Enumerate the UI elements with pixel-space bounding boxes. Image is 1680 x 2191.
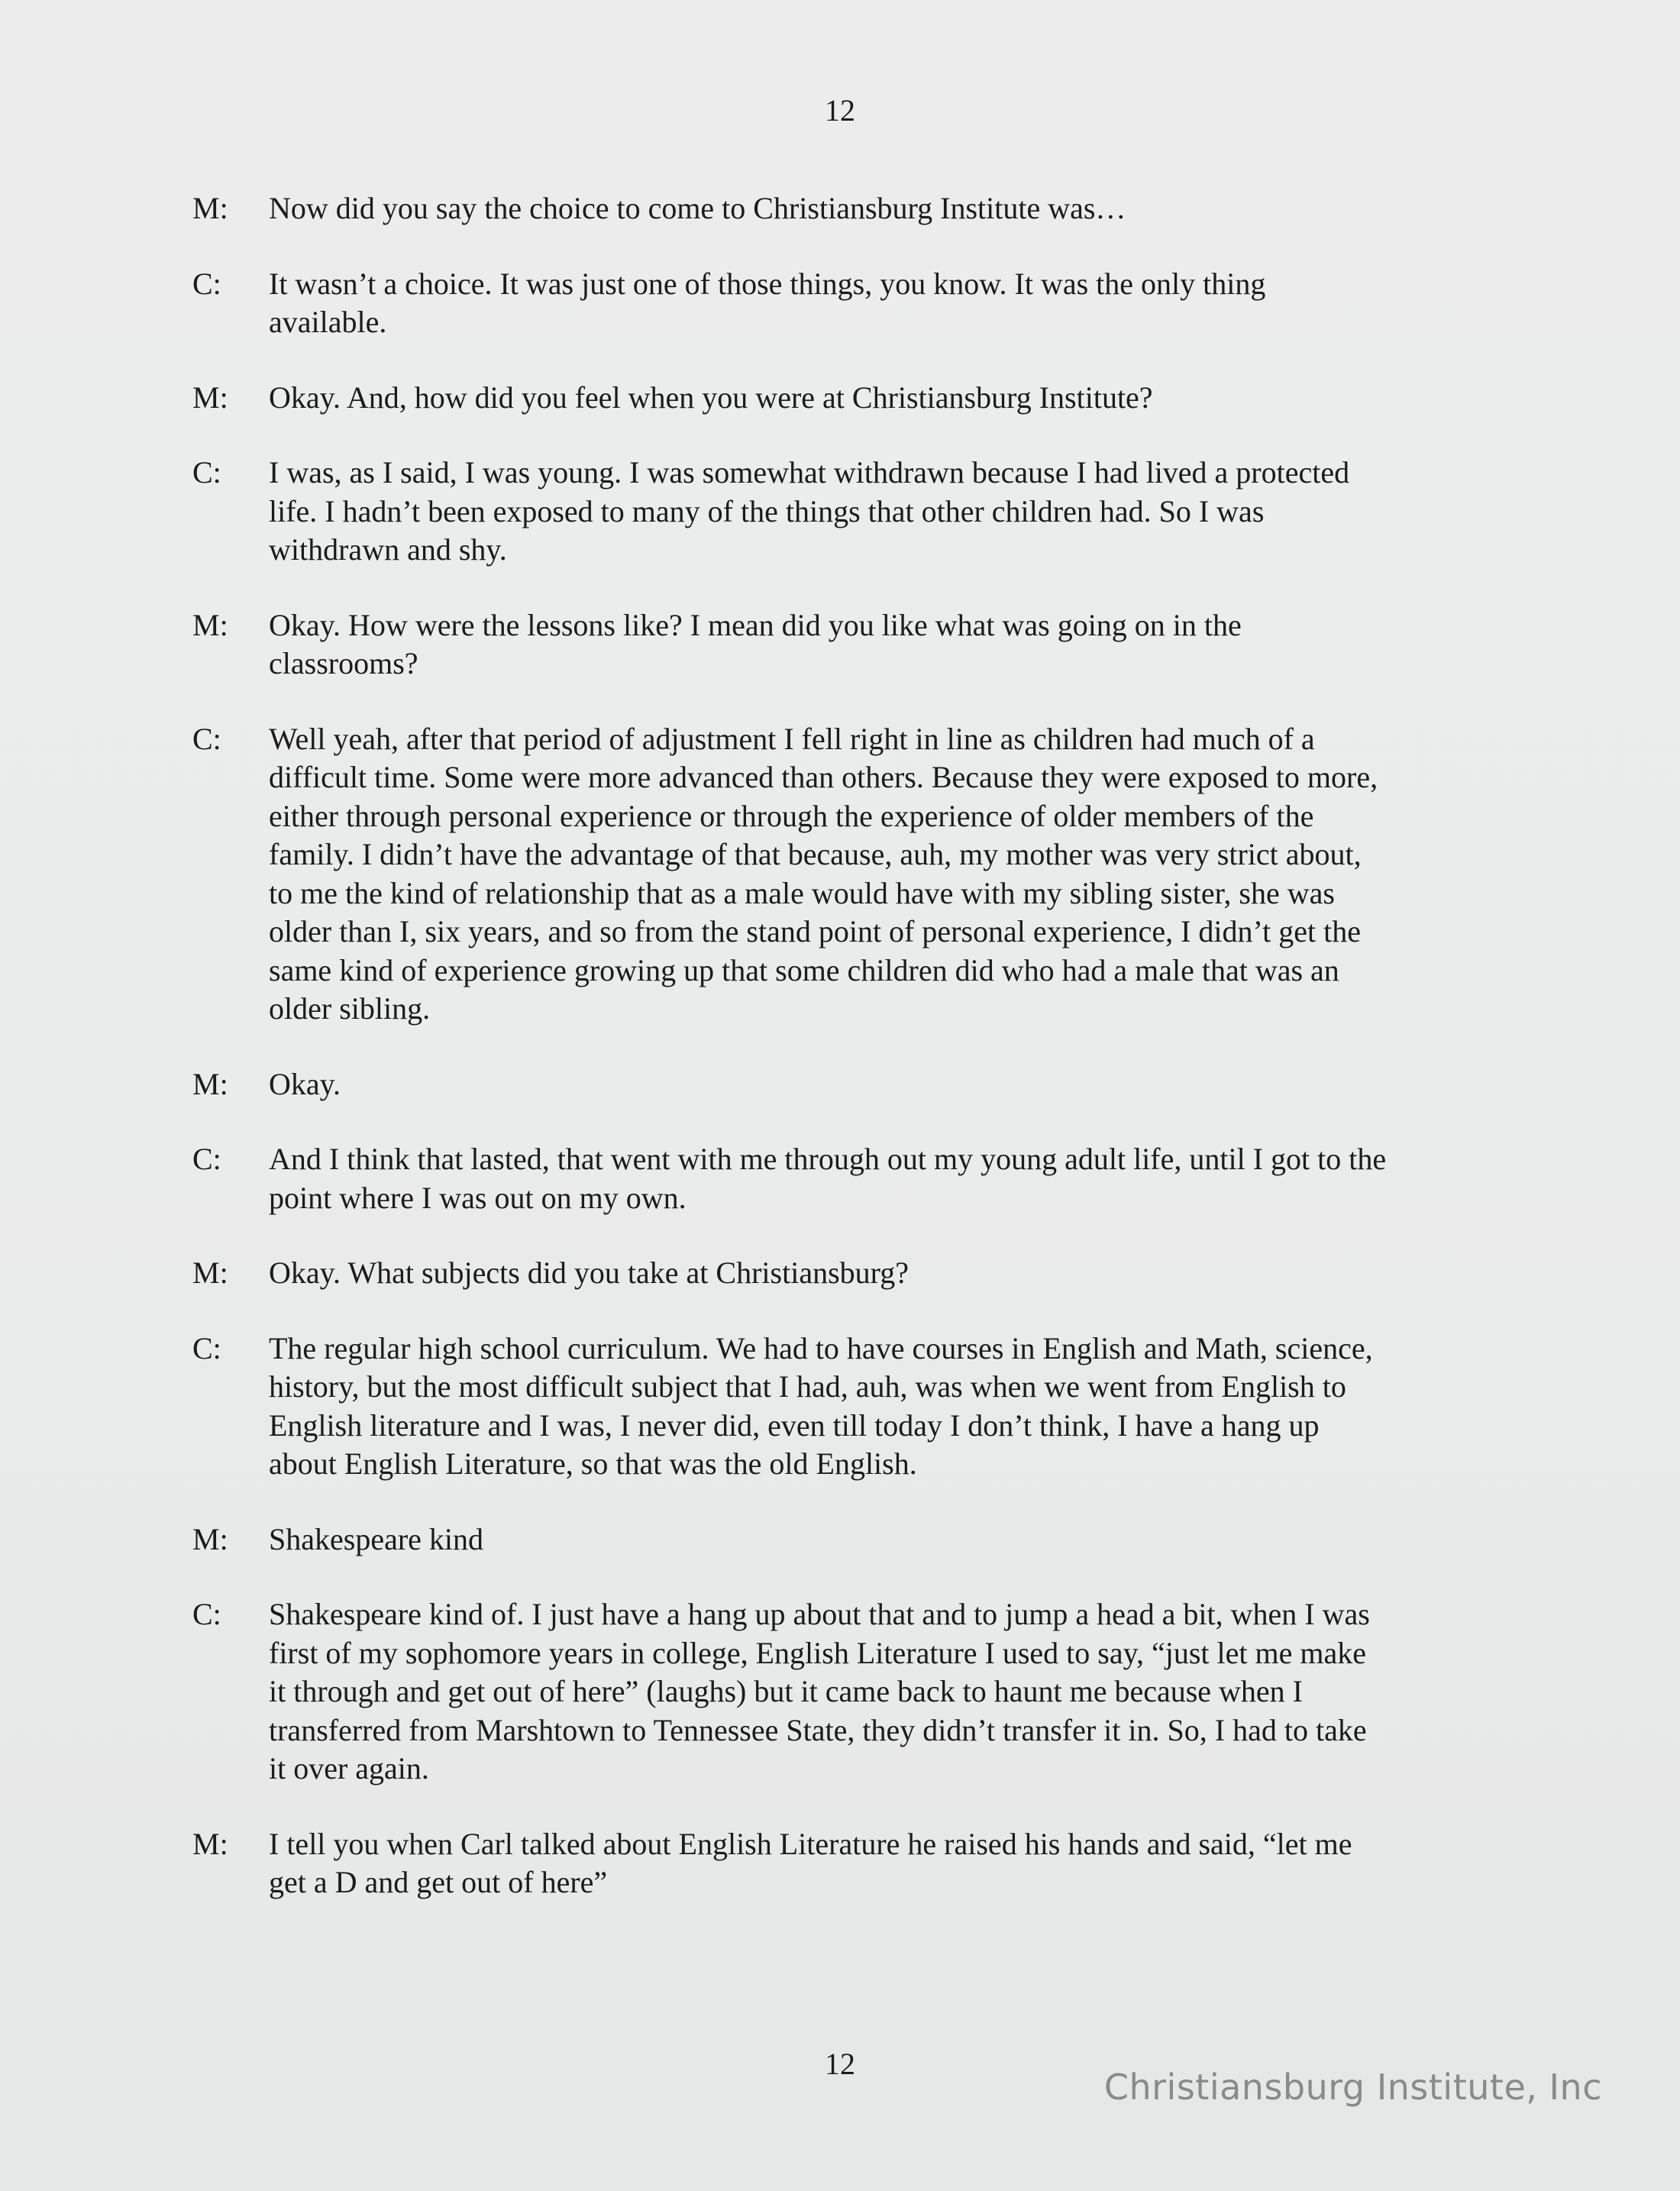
text-line: get a D and get out of here”	[269, 1865, 608, 1899]
text-line: difficult time. Some were more advanced than others. Because they were exposed to more,	[269, 760, 1378, 794]
text-line: withdrawn and shy.	[269, 532, 507, 567]
text-line: classrooms?	[269, 646, 418, 680]
transcript-entry	[192, 1825, 1506, 1902]
transcript-entry	[192, 379, 1506, 418]
text-line: English literature and I was, I never did, even till today I don’t think, I have a hang up	[269, 1407, 1320, 1443]
text-line: it over again.	[269, 1751, 429, 1785]
speech-text	[269, 1330, 1506, 1484]
page-number-bottom: 12	[825, 2047, 855, 2081]
speaker-label: C:	[192, 266, 221, 301]
transcript-entry	[192, 454, 1506, 570]
speaker-label: M:	[192, 1826, 228, 1861]
transcript-entry	[192, 720, 1506, 1029]
transcript-entry	[192, 189, 1506, 228]
text-line: Okay.	[269, 1066, 341, 1101]
text-line: it through and get out of here” (laughs) but it came back to haunt me because when I	[269, 1674, 1303, 1708]
text-line: It wasn’t a choice. It was just one of those things, you know. It was the only thing	[269, 266, 1266, 301]
transcript-entry	[192, 1595, 1506, 1789]
transcript-entry	[192, 1330, 1506, 1484]
text-line: available.	[269, 305, 387, 339]
text-line: same kind of experience growing up that some children did who had a male that was an	[269, 952, 1339, 987]
interview-transcript	[192, 189, 1506, 1939]
speaker-label: M:	[192, 191, 228, 225]
speaker-label: C:	[192, 455, 221, 490]
speaker-label: M:	[192, 1066, 228, 1101]
text-line: I was, as I said, I was young. I was somewhat withdrawn because I had lived a protected	[269, 455, 1350, 490]
speaker-label: M:	[192, 1521, 228, 1556]
text-line: Shakespeare kind of. I just have a hang up about that and to jump a head a bit, when I was	[269, 1597, 1370, 1631]
speech-text	[269, 720, 1506, 1029]
speech-text	[269, 606, 1506, 683]
text-line: Okay. How were the lessons like? I mean did you like what was going on in the	[269, 607, 1242, 642]
text-line: first of my sophomore years in college, English Literature I used to say, “just let me make	[269, 1635, 1367, 1670]
text-line: The regular high school curriculum. We had to have courses in English and Math, science,	[269, 1330, 1373, 1365]
text-line: family. I didn’t have the advantage of that because, auh, my mother was very strict about,	[269, 837, 1362, 871]
speaker-label: C:	[192, 1597, 221, 1631]
text-line: either through personal experience or through the experience of older members of the	[269, 798, 1314, 833]
text-line: point where I was out on my own.	[269, 1180, 687, 1215]
text-line: life. I hadn’t been exposed to many of the things that other children had. So I was	[269, 493, 1265, 528]
speech-text	[269, 1254, 1506, 1293]
text-line: about English Literature, so that was the old English.	[269, 1446, 917, 1481]
speech-text	[269, 454, 1506, 570]
watermark: Christiansburg Institute, Inc	[1103, 2067, 1602, 2108]
text-line: Well yeah, after that period of adjustment I fell right in line as children had much of a	[269, 721, 1315, 756]
speech-text	[269, 265, 1506, 342]
speech-text	[269, 1595, 1506, 1789]
text-line: Okay. What subjects did you take at Christiansburg?	[269, 1255, 909, 1290]
speech-text	[269, 1140, 1506, 1217]
speech-text	[269, 1065, 1506, 1104]
speech-text	[269, 1520, 1506, 1559]
text-line: history, but the most difficult subject that I had, auh, was when we went from English to	[269, 1369, 1346, 1404]
speaker-label: C:	[192, 1142, 221, 1176]
transcript-entry	[192, 1254, 1506, 1293]
speech-text	[269, 379, 1506, 418]
text-line: older than I, six years, and so from the stand point of personal experience, I didn’t get the	[269, 914, 1361, 948]
speech-text	[269, 189, 1506, 228]
transcript-entry	[192, 1065, 1506, 1104]
page-number-top: 12	[825, 93, 855, 128]
text-line: I tell you when Carl talked about English Literature he raised his hands and said, “let me	[269, 1826, 1352, 1861]
transcript-entry	[192, 1520, 1506, 1559]
transcript-entry	[192, 1140, 1506, 1217]
speaker-label: M:	[192, 380, 228, 415]
speech-text	[269, 1825, 1506, 1902]
text-line: Shakespeare kind	[269, 1521, 484, 1556]
speaker-label: M:	[192, 607, 228, 642]
speaker-label: C:	[192, 1330, 221, 1365]
text-line: Now did you say the choice to come to Christiansburg Institute was…	[269, 191, 1126, 225]
speaker-label: M:	[192, 1255, 228, 1290]
text-line: transferred from Marshtown to Tennessee State, they didn’t transfer it in. So, I had to take	[269, 1712, 1367, 1747]
text-line: to me the kind of relationship that as a male would have with my sibling sister, she was	[269, 875, 1335, 910]
transcript-entry	[192, 265, 1506, 342]
transcript-entry	[192, 606, 1506, 683]
speaker-label: C:	[192, 721, 221, 756]
text-line: older sibling.	[269, 991, 431, 1026]
text-line: Okay. And, how did you feel when you were at Christiansburg Institute?	[269, 380, 1153, 415]
text-line: And I think that lasted, that went with me through out my young adult life, until I got to the	[269, 1142, 1387, 1176]
